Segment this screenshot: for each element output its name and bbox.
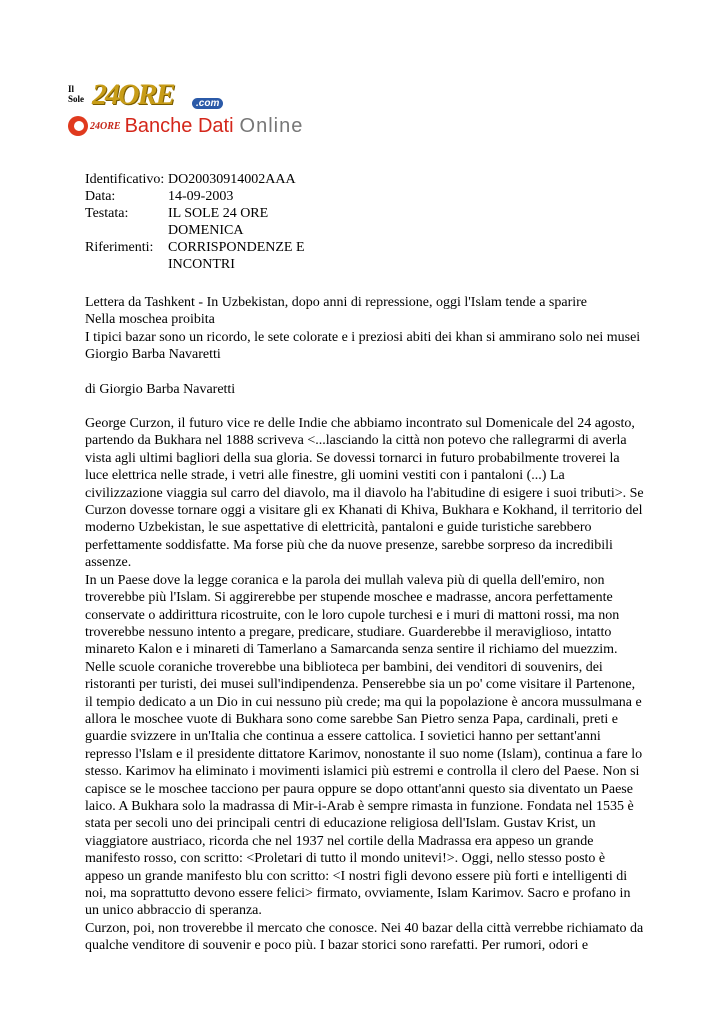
meta-row-data xyxy=(85,188,318,205)
meta-row-riferimenti xyxy=(85,239,318,273)
article-paragraph: George Curzon, il futuro vice re delle Indie che abbiamo incontrato sul Domenicale del 24 agosto, partendo da Bukhara nel 1888 scriveva <...lasciando la città non potevo che rallegrarmi di averla vista agli ultimi bagliori della sua gloria. Se dovessi tornarci in futuro probabilmente troverei la luce elettrica nelle strade, i vetri alle finestre, gli uomini vestiti con i pantaloni (...) La civilizzazione viaggia sul carro del diavolo, ma il diavolo ha l'abitudine di esigere i suoi tributi>. Se Curzon dovesse tornare oggi a visitare gli ex Khanati di Khiva, Bukhara e Kokhand, il territorio del moderno Uzbekistan, le sue aspettative di elettricità, pantaloni e guide turistiche sarebbero perfettamente soddisfatte. Ma forse più che da nuove presenze, sarebbe sorpreso da incredibili assenze. xyxy=(85,416,644,571)
logo-brand-tld: .com xyxy=(192,98,223,109)
banche-dati-logo xyxy=(68,78,348,140)
meta-value: IL SOLE 24 ORE DOMENICA xyxy=(168,206,269,238)
article-paragraph: In un Paese dove la legge coranica e la parola dei mullah valeva più di quella dell'emiro, non troverebbe più l'Islam. Si aggirerebbe per stupende moschee e madrasse, ancora perfettamente conservate o addirittura ricostruite, con le loro cupole turchesi e i muri di mattoni rossi, ma non troverebbe nessuno intento a pregare, predicare, studiare. Guarderebbe il meraviglioso, intatto minareto Kalon e i minareti di Tamerlano a Samarcanda senza sentire il richiamo del muezzim. Nelle scuole coraniche troverebbe una biblioteca per bambini, dei venditori di souvenirs, dei ristoranti per turisti, dei musei sull'indipendenza. Penserebbe sia un po' come visitare il Partenone, il tempio dedicato a un Dio in cui nessuno più crede; ma qui la popolazione è ancora mussulmana e allora le moschee vuote di Bukhara sono come sarebbe San Pietro senza Papa, cardinali, preti e guardie svizzere in un'Italia che continua a essere cattolica. I sovietici hanno per settant'anni represso l'Islam e il presidente dittatore Karimov, nonostante il suo nome (Islam), continua a fare lo stesso. Karimov ha eliminato i movimenti islamici più estremi e controlla il clero del Paese. Non si capisce se le moschee tacciono per paura oppure se dopo ottant'anni questo sia diventato un Paese laico. A Bukhara solo la madrassa di Mir-i-Arab è sempre rimasta in funzione. Fondata nel 1535 è stata per secoli uno dei principali centri di educazione religiosa dell'Islam. Gustav Krist, un viaggiatore austriaco, ricorda che nel 1937 nel cortile della Madrassa era appeso un grande manifesto rosso, con scritto: <Proletari di tutto il mondo unitevi!>. Oggi, nello stesso posto è appeso un grande manifesto blu con scritto: <I nostri figli devono essere più forti e intelligenti di noi, ma soprattutto devono essere felici> firmato, ovviamente, Islam Karimov. Sacro e profano in un unico abbraccio di speranza. xyxy=(85,572,643,919)
logo-brand-number: 24ORE xyxy=(92,78,174,111)
meta-row-identificativo xyxy=(85,171,318,188)
article-paragraph: Curzon, poi, non troverebbe il mercato che conosce. Nei 40 bazar della città verrebbe richiamato da qualche venditore di souvenir e poco più. I bazar storici sono rarefatti. Per rumori, odori e xyxy=(85,920,644,954)
meta-value: DO20030914002AAA xyxy=(168,172,296,187)
article-byline: di Giorgio Barba Navaretti xyxy=(85,381,236,397)
logo-mini-mark: 24ORE xyxy=(90,120,121,132)
article-headline: Lettera da Tashkent - In Uzbekistan, dopo anni di repressione, oggi l'Islam tende a sparire xyxy=(85,295,588,310)
meta-label: Riferimenti: xyxy=(85,240,154,255)
banche-dati-wordmark xyxy=(68,114,303,138)
meta-label: Data: xyxy=(85,189,116,204)
sole-mark-icon xyxy=(68,116,88,136)
meta-value: 14-09-2003 xyxy=(168,189,234,204)
spacer xyxy=(85,364,645,381)
logo-brand-small: Il Sole xyxy=(68,84,85,104)
article xyxy=(85,294,645,955)
article-author: Giorgio Barba Navaretti xyxy=(85,347,221,363)
meta-value: CORRISPONDENZE E INCONTRI xyxy=(168,240,305,272)
meta-label: Identificativo: xyxy=(85,172,165,187)
spacer xyxy=(85,398,645,415)
article-subtitle: I tipici bazar sono un ricordo, le sete colorate e i preziosi abiti dei khan si ammirano solo nei musei xyxy=(85,329,641,345)
service-suffix: Online xyxy=(239,114,304,137)
document-metadata xyxy=(85,171,318,273)
article-title: Nella moschea proibita xyxy=(85,312,215,328)
meta-row-testata xyxy=(85,205,318,239)
service-name: Banche Dati xyxy=(124,114,234,137)
meta-label: Testata: xyxy=(85,206,129,221)
